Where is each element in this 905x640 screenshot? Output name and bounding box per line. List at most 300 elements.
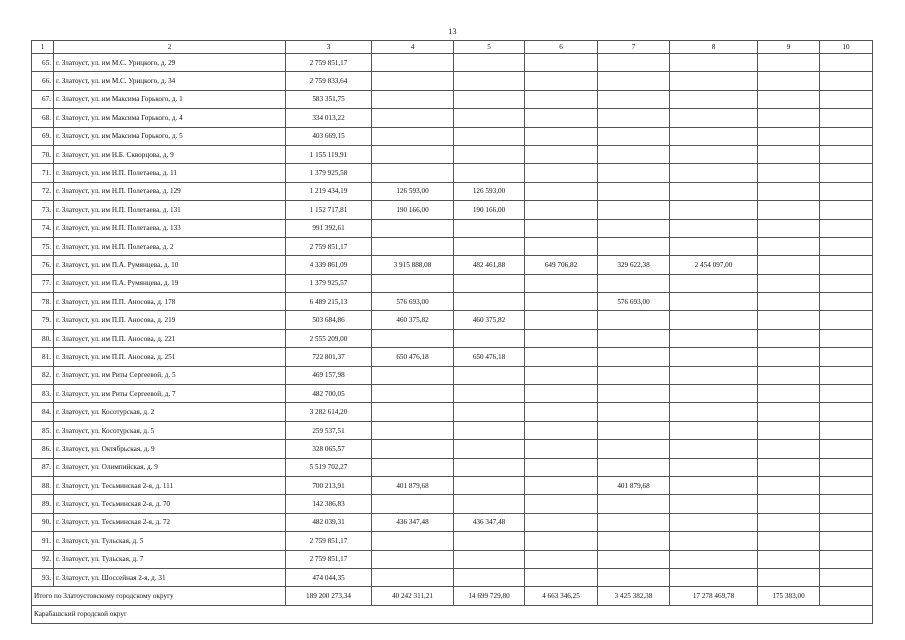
cell-col10 — [820, 182, 873, 200]
table-row — [32, 550, 873, 568]
row-address: г. Златоуст, ул. им Максима Горького, д. 1 — [54, 90, 286, 108]
cell-col6 — [525, 127, 598, 145]
cell-col5 — [454, 274, 525, 292]
cell-col4 — [372, 329, 454, 347]
row-number: 92. — [32, 550, 54, 568]
col-header-9: 9 — [758, 41, 820, 54]
cell-col3: 700 213,91 — [286, 476, 372, 494]
row-number: 76. — [32, 256, 54, 274]
table-row — [32, 403, 873, 421]
table-row — [32, 182, 873, 200]
cell-col3: 722 801,37 — [286, 348, 372, 366]
cell-col3: 2 759 851,17 — [286, 532, 372, 550]
table-row — [32, 568, 873, 586]
cell-col10 — [820, 458, 873, 476]
cell-col6 — [525, 164, 598, 182]
cell-col6 — [525, 421, 598, 439]
cell-col3: 1 219 434,19 — [286, 182, 372, 200]
col-header-7: 7 — [598, 41, 670, 54]
cell-col5 — [454, 476, 525, 494]
cell-col7 — [598, 568, 670, 586]
cell-col8 — [670, 90, 758, 108]
cell-col7 — [598, 127, 670, 145]
table-row — [32, 274, 873, 292]
row-number: 88. — [32, 476, 54, 494]
table-row — [32, 329, 873, 347]
table-row — [32, 495, 873, 513]
cell-col9 — [758, 293, 820, 311]
row-address: г. Златоуст, ул. им Н.П. Полетаева, д. 131 — [54, 201, 286, 219]
row-address: г. Златоуст, ул. им Риты Сергеевой, д. 7 — [54, 385, 286, 403]
cell-col5 — [454, 440, 525, 458]
cell-col10 — [820, 127, 873, 145]
cell-col10 — [820, 311, 873, 329]
cell-col10 — [820, 550, 873, 568]
cell-col8 — [670, 145, 758, 163]
cell-col4 — [372, 145, 454, 163]
cell-col8 — [670, 366, 758, 384]
cell-col6 — [525, 201, 598, 219]
total-col6: 4 663 346,25 — [525, 587, 598, 605]
row-address: г. Златоуст, ул. им П.П. Аносова, д. 221 — [54, 329, 286, 347]
cell-col7 — [598, 385, 670, 403]
total-col7: 3 425 382,38 — [598, 587, 670, 605]
table-row — [32, 127, 873, 145]
total-col8: 17 278 469,78 — [670, 587, 758, 605]
cell-col9 — [758, 256, 820, 274]
row-number: 83. — [32, 385, 54, 403]
row-number: 85. — [32, 421, 54, 439]
cell-col7 — [598, 109, 670, 127]
row-address: г. Златоуст, ул. им Н.Б. Скворцова, д. 9 — [54, 145, 286, 163]
row-address: г. Златоуст, ул. Шоссейная 2-я, д. 31 — [54, 568, 286, 586]
row-number: 77. — [32, 274, 54, 292]
row-address: г. Златоуст, ул. им Н.П. Полетаева, д. 129 — [54, 182, 286, 200]
total-col4: 40 242 311,21 — [372, 587, 454, 605]
table-row — [32, 366, 873, 384]
cell-col6 — [525, 385, 598, 403]
cell-col5 — [454, 145, 525, 163]
cell-col8 — [670, 237, 758, 255]
cell-col3: 6 489 215,13 — [286, 293, 372, 311]
cell-col7 — [598, 421, 670, 439]
cell-col8 — [670, 293, 758, 311]
cell-col10 — [820, 495, 873, 513]
cell-col8 — [670, 219, 758, 237]
row-address: г. Златоуст, ул. им П.А. Румянцева, д. 10 — [54, 256, 286, 274]
cell-col3: 4 339 861,09 — [286, 256, 372, 274]
cell-col8 — [670, 458, 758, 476]
cell-col6 — [525, 495, 598, 513]
cell-col3: 5 519 702,27 — [286, 458, 372, 476]
cell-col3: 991 392,61 — [286, 219, 372, 237]
table-row — [32, 513, 873, 531]
cell-col9 — [758, 440, 820, 458]
row-address: г. Златоуст, ул. им Риты Сергеевой, д. 5 — [54, 366, 286, 384]
cell-col6 — [525, 54, 598, 72]
cell-col8 — [670, 532, 758, 550]
total-col9: 175 383,00 — [758, 587, 820, 605]
table-row — [32, 256, 873, 274]
row-address: г. Златоуст, ул. Октябрьская, д. 9 — [54, 440, 286, 458]
col-header-2: 2 — [54, 41, 286, 54]
cell-col3: 1 152 717,81 — [286, 201, 372, 219]
row-address: г. Златоуст, ул. им Максима Горького, д. 4 — [54, 109, 286, 127]
row-number: 66. — [32, 72, 54, 90]
cell-col8 — [670, 109, 758, 127]
section-label: Карабашский городской округ — [32, 605, 873, 623]
cell-col4 — [372, 532, 454, 550]
cell-col10 — [820, 329, 873, 347]
cell-col9 — [758, 458, 820, 476]
cell-col6 — [525, 366, 598, 384]
cell-col4: 126 593,00 — [372, 182, 454, 200]
row-number: 82. — [32, 366, 54, 384]
cell-col5: 460 375,82 — [454, 311, 525, 329]
cell-col9 — [758, 182, 820, 200]
cell-col7 — [598, 164, 670, 182]
cell-col10 — [820, 90, 873, 108]
cell-col7 — [598, 274, 670, 292]
cell-col9 — [758, 72, 820, 90]
row-address: г. Златоуст, ул. им П.П. Аносова, д. 219 — [54, 311, 286, 329]
cell-col3: 1 379 925,58 — [286, 164, 372, 182]
cell-col4 — [372, 403, 454, 421]
row-address: г. Златоуст, ул. Тесьминская 2-я, д. 70 — [54, 495, 286, 513]
cell-col10 — [820, 201, 873, 219]
cell-col10 — [820, 293, 873, 311]
cell-col6 — [525, 440, 598, 458]
cell-col3: 334 013,22 — [286, 109, 372, 127]
table-row — [32, 109, 873, 127]
cell-col4: 401 879,68 — [372, 476, 454, 494]
row-address: г. Златоуст, ул. Тульская, д. 7 — [54, 550, 286, 568]
row-number: 70. — [32, 145, 54, 163]
cell-col8 — [670, 385, 758, 403]
cell-col6 — [525, 476, 598, 494]
total-label: Итого по Златоустовскому городскому округу — [32, 587, 286, 605]
cell-col7 — [598, 532, 670, 550]
cell-col7 — [598, 237, 670, 255]
cell-col9 — [758, 201, 820, 219]
row-number: 71. — [32, 164, 54, 182]
cell-col5 — [454, 366, 525, 384]
cell-col3: 259 537,51 — [286, 421, 372, 439]
cell-col7 — [598, 72, 670, 90]
row-number: 89. — [32, 495, 54, 513]
cell-col3: 2 759 851,17 — [286, 54, 372, 72]
cell-col4 — [372, 237, 454, 255]
total-row — [32, 587, 873, 605]
cell-col3: 503 684,86 — [286, 311, 372, 329]
cell-col8 — [670, 476, 758, 494]
cell-col10 — [820, 72, 873, 90]
row-number: 78. — [32, 293, 54, 311]
cell-col3: 142 386,83 — [286, 495, 372, 513]
cell-col7 — [598, 348, 670, 366]
cell-col3: 2 759 851,17 — [286, 550, 372, 568]
cell-col9 — [758, 90, 820, 108]
row-number: 93. — [32, 568, 54, 586]
cell-col4 — [372, 495, 454, 513]
cell-col8 — [670, 311, 758, 329]
cell-col4: 460 375,82 — [372, 311, 454, 329]
row-number: 68. — [32, 109, 54, 127]
cell-col10 — [820, 54, 873, 72]
cell-col6 — [525, 403, 598, 421]
cell-col8 — [670, 513, 758, 531]
cell-col9 — [758, 532, 820, 550]
row-address: г. Златоуст, ул. им Н.П. Полетаева, д. 133 — [54, 219, 286, 237]
cell-col10 — [820, 237, 873, 255]
cell-col6 — [525, 311, 598, 329]
cell-col10 — [820, 109, 873, 127]
cell-col9 — [758, 348, 820, 366]
row-address: г. Златоуст, ул. им Максима Горького, д. 5 — [54, 127, 286, 145]
data-table — [31, 40, 873, 624]
cell-col5 — [454, 568, 525, 586]
cell-col5 — [454, 458, 525, 476]
cell-col4: 3 915 888,08 — [372, 256, 454, 274]
cell-col8 — [670, 127, 758, 145]
cell-col4 — [372, 550, 454, 568]
row-number: 86. — [32, 440, 54, 458]
table-row — [32, 201, 873, 219]
cell-col7: 576 693,00 — [598, 293, 670, 311]
cell-col5 — [454, 550, 525, 568]
cell-col4: 190 166,00 — [372, 201, 454, 219]
row-number: 67. — [32, 90, 54, 108]
cell-col5 — [454, 385, 525, 403]
row-address: г. Златоуст, ул. Косотурская, д. 2 — [54, 403, 286, 421]
section-row — [32, 605, 873, 623]
cell-col5: 126 593,00 — [454, 182, 525, 200]
row-number: 80. — [32, 329, 54, 347]
cell-col4 — [372, 421, 454, 439]
cell-col10 — [820, 568, 873, 586]
cell-col6 — [525, 182, 598, 200]
cell-col7 — [598, 90, 670, 108]
cell-col6 — [525, 458, 598, 476]
row-number: 87. — [32, 458, 54, 476]
cell-col6 — [525, 145, 598, 163]
cell-col4 — [372, 109, 454, 127]
row-number: 72. — [32, 182, 54, 200]
row-number: 90. — [32, 513, 54, 531]
row-number: 84. — [32, 403, 54, 421]
cell-col4 — [372, 366, 454, 384]
cell-col3: 482 039,31 — [286, 513, 372, 531]
cell-col6 — [525, 72, 598, 90]
col-header-5: 5 — [454, 41, 525, 54]
cell-col6 — [525, 532, 598, 550]
cell-col9 — [758, 274, 820, 292]
table-row — [32, 54, 873, 72]
cell-col8: 2 454 097,00 — [670, 256, 758, 274]
cell-col5: 650 476,18 — [454, 348, 525, 366]
cell-col5 — [454, 403, 525, 421]
cell-col7 — [598, 366, 670, 384]
cell-col3: 1 379 925,57 — [286, 274, 372, 292]
cell-col8 — [670, 495, 758, 513]
row-address: г. Златоуст, ул. им Н.П. Полетаева, д. 2 — [54, 237, 286, 255]
cell-col9 — [758, 568, 820, 586]
cell-col5 — [454, 293, 525, 311]
total-col5: 14 699 729,80 — [454, 587, 525, 605]
table-row — [32, 164, 873, 182]
cell-col9 — [758, 219, 820, 237]
row-address: г. Златоуст, ул. им П.А. Румянцева, д. 19 — [54, 274, 286, 292]
cell-col10 — [820, 366, 873, 384]
cell-col5 — [454, 54, 525, 72]
cell-col9 — [758, 311, 820, 329]
cell-col7 — [598, 440, 670, 458]
cell-col7 — [598, 329, 670, 347]
cell-col5 — [454, 109, 525, 127]
cell-col9 — [758, 329, 820, 347]
cell-col5 — [454, 90, 525, 108]
cell-col8 — [670, 403, 758, 421]
cell-col6 — [525, 348, 598, 366]
cell-col4 — [372, 440, 454, 458]
cell-col6 — [525, 568, 598, 586]
cell-col9 — [758, 550, 820, 568]
row-address: г. Златоуст, ул. Тесьминская 2-я, д. 111 — [54, 476, 286, 494]
table-row — [32, 348, 873, 366]
cell-col8 — [670, 182, 758, 200]
cell-col9 — [758, 476, 820, 494]
cell-col7 — [598, 54, 670, 72]
cell-col3: 469 157,98 — [286, 366, 372, 384]
cell-col4: 576 693,00 — [372, 293, 454, 311]
cell-col7 — [598, 201, 670, 219]
row-address: г. Златоуст, ул. Тульская, д. 5 — [54, 532, 286, 550]
cell-col10 — [820, 256, 873, 274]
cell-col10 — [820, 513, 873, 531]
cell-col10 — [820, 476, 873, 494]
table-row — [32, 476, 873, 494]
cell-col7 — [598, 495, 670, 513]
cell-col9 — [758, 421, 820, 439]
cell-col5 — [454, 329, 525, 347]
cell-col6 — [525, 219, 598, 237]
cell-col4 — [372, 72, 454, 90]
cell-col4 — [372, 90, 454, 108]
cell-col3: 2 555 209,00 — [286, 329, 372, 347]
cell-col7 — [598, 513, 670, 531]
cell-col5 — [454, 237, 525, 255]
page-number: 13 — [448, 27, 457, 36]
cell-col5 — [454, 532, 525, 550]
cell-col6 — [525, 109, 598, 127]
cell-col8 — [670, 72, 758, 90]
cell-col7 — [598, 182, 670, 200]
table-row — [32, 90, 873, 108]
cell-col4: 436 347,48 — [372, 513, 454, 531]
cell-col6 — [525, 550, 598, 568]
cell-col3: 583 351,75 — [286, 90, 372, 108]
row-address: г. Златоуст, ул. Тесьминская 2-я, д. 72 — [54, 513, 286, 531]
table-row — [32, 385, 873, 403]
cell-col4 — [372, 274, 454, 292]
cell-col8 — [670, 421, 758, 439]
cell-col3: 482 700,05 — [286, 385, 372, 403]
cell-col10 — [820, 145, 873, 163]
table-row — [32, 421, 873, 439]
table-row — [32, 237, 873, 255]
row-number: 65. — [32, 54, 54, 72]
total-col10 — [820, 587, 873, 605]
cell-col8 — [670, 348, 758, 366]
cell-col5 — [454, 127, 525, 145]
cell-col8 — [670, 550, 758, 568]
cell-col6 — [525, 237, 598, 255]
row-number: 73. — [32, 201, 54, 219]
row-address: г. Златоуст, ул. им П.П. Аносова, д. 251 — [54, 348, 286, 366]
cell-col7: 329 622,38 — [598, 256, 670, 274]
cell-col10 — [820, 385, 873, 403]
cell-col4 — [372, 458, 454, 476]
cell-col3: 2 759 833,64 — [286, 72, 372, 90]
table-row — [32, 532, 873, 550]
cell-col8 — [670, 201, 758, 219]
cell-col7 — [598, 403, 670, 421]
cell-col10 — [820, 274, 873, 292]
cell-col7 — [598, 311, 670, 329]
cell-col7 — [598, 219, 670, 237]
cell-col3: 328 065,57 — [286, 440, 372, 458]
cell-col5: 482 461,88 — [454, 256, 525, 274]
table-row — [32, 72, 873, 90]
table-row — [32, 293, 873, 311]
col-header-6: 6 — [525, 41, 598, 54]
cell-col7: 401 879,68 — [598, 476, 670, 494]
row-number: 79. — [32, 311, 54, 329]
cell-col6 — [525, 513, 598, 531]
row-address: г. Златоуст, ул. Косотурская, д. 5 — [54, 421, 286, 439]
cell-col10 — [820, 532, 873, 550]
cell-col9 — [758, 385, 820, 403]
cell-col10 — [820, 164, 873, 182]
cell-col5 — [454, 164, 525, 182]
col-header-1: 1 — [32, 41, 54, 54]
row-number: 81. — [32, 348, 54, 366]
cell-col9 — [758, 109, 820, 127]
table-row — [32, 440, 873, 458]
cell-col3: 403 669,15 — [286, 127, 372, 145]
cell-col6: 649 706,82 — [525, 256, 598, 274]
cell-col9 — [758, 237, 820, 255]
total-col3: 189 200 273,34 — [286, 587, 372, 605]
cell-col4: 650 476,18 — [372, 348, 454, 366]
cell-col9 — [758, 513, 820, 531]
cell-col5 — [454, 219, 525, 237]
col-header-4: 4 — [372, 41, 454, 54]
row-address: г. Златоуст, ул. им П.П. Аносова, д. 178 — [54, 293, 286, 311]
cell-col3: 2 759 851,17 — [286, 237, 372, 255]
cell-col7 — [598, 550, 670, 568]
cell-col3: 474 044,35 — [286, 568, 372, 586]
row-address: г. Златоуст, ул. Олимпийская, д. 9 — [54, 458, 286, 476]
cell-col3: 3 282 614,20 — [286, 403, 372, 421]
row-address: г. Златоуст, ул. им М.С. Урицкого, д. 29 — [54, 54, 286, 72]
cell-col3: 1 155 119,91 — [286, 145, 372, 163]
cell-col6 — [525, 90, 598, 108]
cell-col6 — [525, 274, 598, 292]
table-row — [32, 145, 873, 163]
cell-col5: 436 347,48 — [454, 513, 525, 531]
cell-col6 — [525, 293, 598, 311]
